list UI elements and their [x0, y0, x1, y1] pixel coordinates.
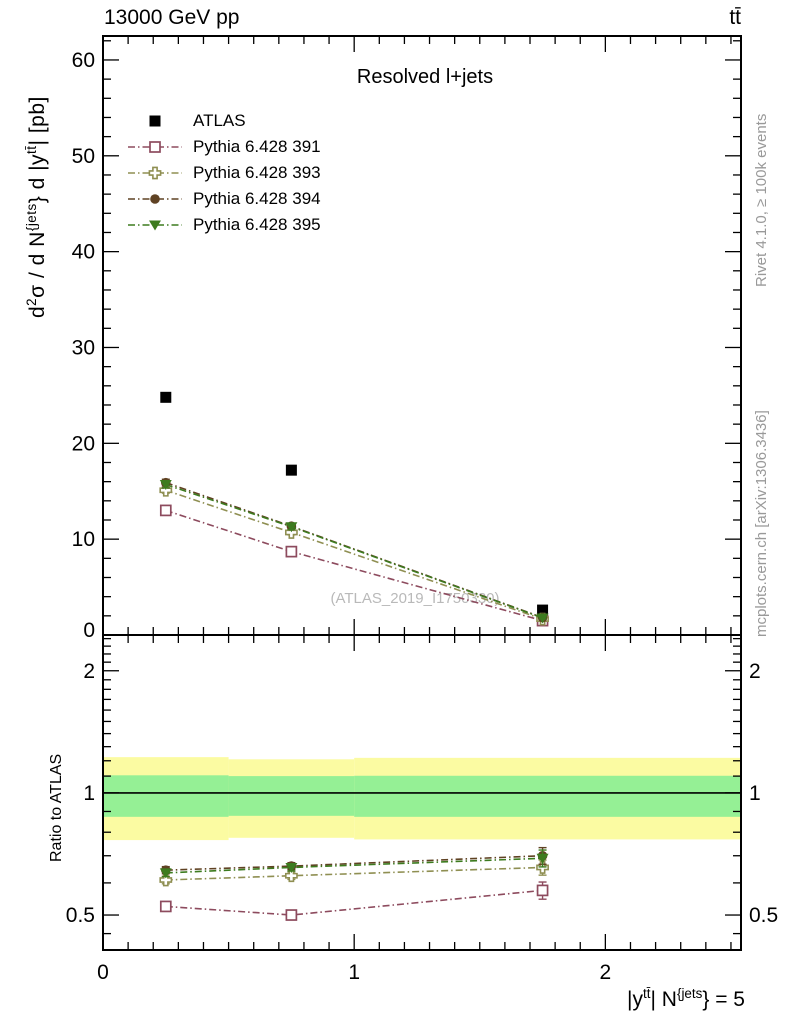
svg-text:1: 1	[83, 781, 95, 805]
rivet-version-note: Rivet 4.1.0, ≥ 100k events	[753, 113, 770, 287]
svg-text:1: 1	[348, 961, 361, 984]
svg-text:40: 40	[71, 240, 95, 264]
analysis-watermark: (ATLAS_2019_I1750330)	[330, 590, 500, 607]
svg-text:1: 1	[749, 781, 761, 805]
svg-text:2: 2	[83, 659, 95, 683]
svg-text:10: 10	[71, 528, 95, 552]
ratio-y-axis-label: Ratio to ATLAS	[48, 753, 65, 862]
svg-text:0.5: 0.5	[65, 904, 95, 928]
svg-text:0: 0	[97, 961, 109, 984]
series-atlas	[160, 392, 548, 616]
header-process: tt̄	[729, 6, 741, 29]
band-green	[103, 775, 229, 817]
mcplots-arxiv-note: mcplots.cern.ch [arXiv:1306.3436]	[753, 410, 770, 637]
legend-label: Pythia 6.428 393	[193, 163, 321, 182]
x-axis-label: $|y^{tt̄}|$ $N^{\{jets}\} = 5$	[627, 986, 745, 1011]
band-green	[229, 776, 355, 816]
legend-label: ATLAS	[193, 111, 246, 130]
main-panel-border	[103, 36, 741, 635]
svg-text:30: 30	[71, 336, 95, 360]
svg-text:60: 60	[71, 48, 95, 72]
svg-text:0.5: 0.5	[749, 904, 779, 928]
band-green	[354, 776, 741, 817]
header-beam-energy: 13000 GeV pp	[104, 6, 240, 29]
legend-label: Pythia 6.428 394	[193, 189, 321, 208]
ratio-uncertainty-bands	[103, 757, 741, 840]
svg-text:2: 2	[749, 659, 761, 683]
svg-text:50: 50	[71, 144, 95, 168]
legend-label: Pythia 6.428 391	[193, 137, 321, 156]
main-y-axis-label: $d^2\sigma$ / d $N^{\{jets}$} d $|y^{tt̄}|$ [pb]	[24, 96, 49, 318]
tick-labels	[66, 49, 778, 984]
svg-text:0: 0	[83, 619, 95, 642]
svg-text:2: 2	[599, 961, 612, 984]
plot-title: Resolved l+jets	[356, 66, 494, 88]
legend-label: Pythia 6.428 395	[193, 215, 321, 234]
svg-text:20: 20	[71, 432, 95, 456]
